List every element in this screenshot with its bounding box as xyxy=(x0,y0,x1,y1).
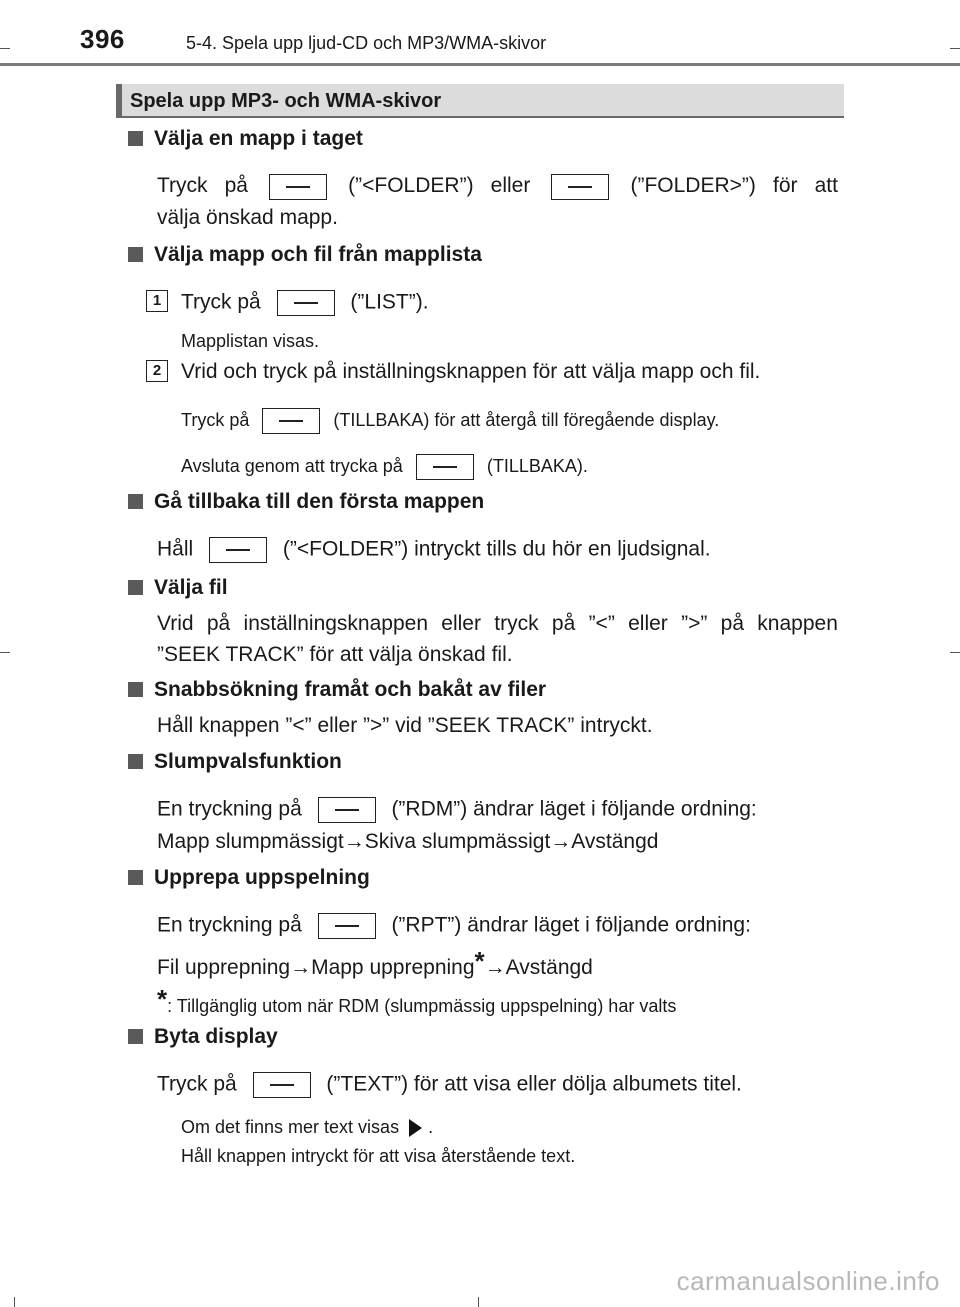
display-text: Tryck på xyxy=(157,1072,237,1096)
word: knappen xyxy=(757,612,838,635)
word: Tryck xyxy=(157,174,208,197)
repeat-sequence xyxy=(157,946,593,981)
back-button-icon xyxy=(262,408,320,434)
heading-random-text: Slumpvalsfunktion xyxy=(154,750,342,773)
crop-mark xyxy=(950,48,960,49)
note-text: Avsluta genom att trycka på xyxy=(181,455,403,476)
folder-next-button-icon xyxy=(551,174,609,200)
right-arrow-icon xyxy=(409,1119,422,1137)
word: för xyxy=(772,174,798,197)
random-text: En tryckning på xyxy=(157,797,302,821)
header-rule xyxy=(0,63,960,66)
word: (”FOLDER>”) xyxy=(630,174,756,197)
footnote-text: : Tillgänglig utom när RDM (slumpmässig uppspelning) har valts xyxy=(167,996,677,1016)
crop-mark xyxy=(0,48,10,49)
note-text: (TILLBAKA). xyxy=(486,455,588,476)
chapter-title: 5-4. Spela upp ljud-CD och MP3/WMA-skivor xyxy=(186,33,547,53)
heading-folder xyxy=(128,127,363,151)
folder-line-2: välja önskad mapp. xyxy=(157,206,338,229)
step-text: Tryck på xyxy=(181,290,261,314)
square-bullet-icon xyxy=(128,1029,143,1044)
display-text: (”TEXT”) för att visa eller dölja albumets titel. xyxy=(326,1072,742,1096)
random-line xyxy=(157,797,757,823)
folder-prev-button-icon xyxy=(269,174,327,200)
crop-mark xyxy=(0,652,10,653)
rdm-button-icon xyxy=(318,797,376,823)
back-button-icon xyxy=(416,454,474,480)
word: tryck xyxy=(494,612,539,635)
word: att xyxy=(814,174,838,197)
first-text: (”<FOLDER”) intryckt tills du hör en ljudsignal. xyxy=(282,537,711,561)
rpt-button-icon xyxy=(318,913,376,939)
square-bullet-icon xyxy=(128,870,143,885)
heading-display xyxy=(128,1025,278,1049)
word: Vrid xyxy=(157,612,194,635)
display-note-2: Håll knappen intryckt för att visa återstående text. xyxy=(181,1146,576,1166)
heading-seek xyxy=(128,678,546,702)
square-bullet-icon xyxy=(128,131,143,146)
seek-line: Håll knappen ”<” eller ”>” vid ”SEEK TRACK” intryckt. xyxy=(157,714,653,737)
note-text: (TILLBAKA) för att återgå till föregående display. xyxy=(333,409,720,430)
heading-repeat xyxy=(128,866,370,890)
word: eller xyxy=(490,174,531,197)
crop-mark xyxy=(950,652,960,653)
list-button-icon xyxy=(277,290,335,316)
heading-file xyxy=(128,576,228,600)
heading-list-text: Välja mapp och fil från mapplista xyxy=(154,243,482,266)
heading-display-text: Byta display xyxy=(154,1025,278,1048)
list-step-1 xyxy=(181,290,429,316)
repeat-line xyxy=(157,913,751,939)
first-text: Håll xyxy=(157,537,194,561)
square-bullet-icon xyxy=(128,682,143,697)
repeat-text: (”RPT”) ändrar läget i följande ordning: xyxy=(391,913,751,937)
text-button-icon xyxy=(253,1072,311,1098)
random-sequence: Mapp slumpmässigt→Skiva slumpmässigt→Avstängd xyxy=(157,830,659,853)
repeat-seq-text: Fil upprepning→Mapp upprepning xyxy=(157,956,475,979)
word: (”<FOLDER”) xyxy=(348,174,474,197)
section-bar xyxy=(116,84,844,118)
repeat-footnote xyxy=(157,984,677,1019)
file-line-1 xyxy=(157,612,838,636)
watermark: carmanualsonline.info xyxy=(676,1266,940,1296)
heading-first-folder xyxy=(128,490,484,514)
list-step-2: Vrid och tryck på inställningsknappen för att välja mapp och fil. xyxy=(181,360,761,383)
step-number-1: 1 xyxy=(146,290,168,312)
section-accent xyxy=(116,84,122,116)
folder-prev-button-icon xyxy=(209,537,267,563)
step-text: (”LIST”). xyxy=(350,290,429,314)
word: ”>” xyxy=(681,612,708,635)
footnote-marker: * xyxy=(157,984,168,1014)
heading-repeat-text: Upprepa uppspelning xyxy=(154,866,370,889)
word: inställningsknappen xyxy=(243,612,428,635)
list-step-1-note: Mapplistan visas. xyxy=(181,331,320,351)
word: ”<” xyxy=(588,612,615,635)
first-line xyxy=(157,537,711,563)
note-text: Om det finns mer text visas xyxy=(181,1117,400,1137)
random-text: (”RDM”) ändrar läget i följande ordning: xyxy=(391,797,757,821)
heading-first-text: Gå tillbaka till den första mappen xyxy=(154,490,485,513)
heading-random xyxy=(128,750,342,774)
display-note-1 xyxy=(181,1117,433,1138)
word: eller xyxy=(628,612,668,635)
crop-mark xyxy=(478,1297,479,1307)
section-title: Spela upp MP3- och WMA-skivor xyxy=(130,90,442,112)
list-note-1 xyxy=(181,408,719,434)
repeat-seq-text: →Avstängd xyxy=(484,956,593,979)
word: på xyxy=(206,612,231,635)
word: på xyxy=(224,174,248,197)
page-number: 396 xyxy=(80,24,125,54)
square-bullet-icon xyxy=(128,580,143,595)
square-bullet-icon xyxy=(128,754,143,769)
word: på xyxy=(551,612,576,635)
crop-mark xyxy=(14,1297,15,1307)
heading-list xyxy=(128,243,482,267)
footnote-marker: * xyxy=(474,946,485,976)
step-number-2: 2 xyxy=(146,360,168,382)
square-bullet-icon xyxy=(128,247,143,262)
file-line-2: ”SEEK TRACK” för att välja önskad fil. xyxy=(157,643,513,666)
word: på xyxy=(720,612,744,635)
heading-file-text: Välja fil xyxy=(154,576,228,599)
repeat-text: En tryckning på xyxy=(157,913,302,937)
folder-line-1 xyxy=(157,174,838,200)
note-text: . xyxy=(428,1117,434,1137)
heading-folder-text: Välja en mapp i taget xyxy=(154,127,363,150)
list-note-2 xyxy=(181,454,588,480)
note-text: Tryck på xyxy=(181,409,250,430)
square-bullet-icon xyxy=(128,494,143,509)
heading-seek-text: Snabbsökning framåt och bakåt av filer xyxy=(154,678,547,701)
word: eller xyxy=(441,612,481,635)
display-line xyxy=(157,1072,742,1098)
